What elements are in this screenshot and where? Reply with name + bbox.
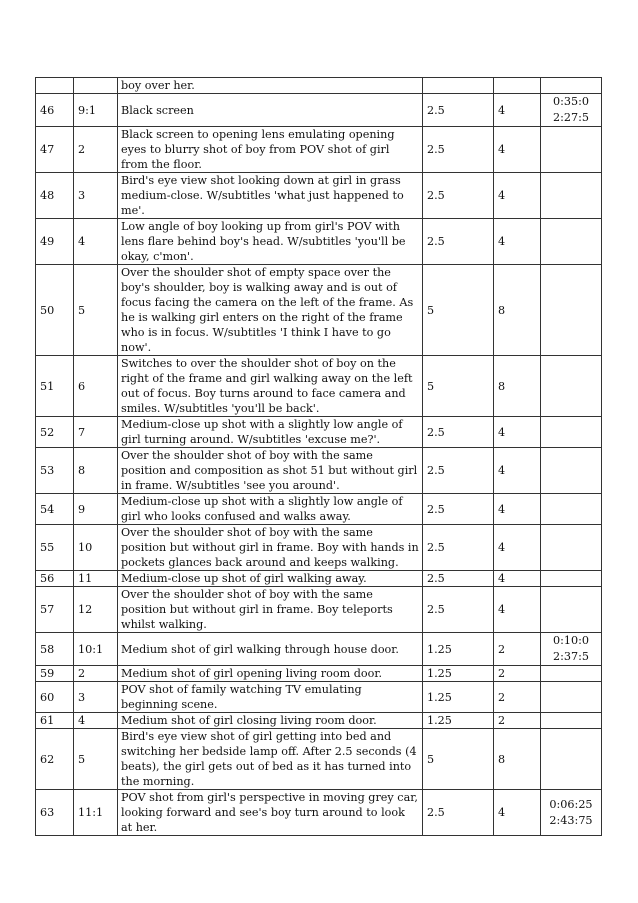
timecode-cell <box>541 448 602 494</box>
shot-number-cell: 53 <box>36 448 74 494</box>
beats-cell: 8 <box>494 729 541 790</box>
duration-cell: 1.25 <box>423 682 494 713</box>
duration-cell: 5 <box>423 729 494 790</box>
description-cell: Black screen <box>118 94 423 127</box>
beats-cell: 4 <box>494 525 541 571</box>
scene-cell: 2 <box>74 666 118 682</box>
beats-cell: 4 <box>494 94 541 127</box>
description-cell: POV shot of family watching TV emulating beginning scene. <box>118 682 423 713</box>
duration-cell: 2.5 <box>423 494 494 525</box>
scene-cell: 8 <box>74 448 118 494</box>
table-row <box>36 494 602 525</box>
table-row <box>36 666 602 682</box>
table-row <box>36 571 602 587</box>
description-cell: Medium shot of girl closing living room door. <box>118 713 423 729</box>
table-row <box>36 790 602 836</box>
shot-number-cell: 47 <box>36 127 74 173</box>
description-cell: Switches to over the shoulder shot of boy on the right of the frame and girl walking away on the left out of focus. Boy turns around to face camera and smiles. W/subtitles 'you'll be back'. <box>118 356 423 417</box>
description-cell: POV shot from girl's perspective in moving grey car, looking forward and see's boy turn around to look at her. <box>118 790 423 836</box>
table-row <box>36 356 602 417</box>
beats-cell: 4 <box>494 494 541 525</box>
timecode-cell <box>541 78 602 94</box>
description-cell: Bird's eye view shot looking down at girl in grass medium-close. W/subtitles 'what just happened to me'. <box>118 173 423 219</box>
shot-number-cell: 58 <box>36 633 74 666</box>
shot-number-cell: 49 <box>36 219 74 265</box>
shot-number-cell: 54 <box>36 494 74 525</box>
shot-number-cell <box>36 78 74 94</box>
scene-cell: 12 <box>74 587 118 633</box>
scene-cell: 10 <box>74 525 118 571</box>
description-cell: Over the shoulder shot of boy with the same position and composition as shot 51 but without girl in frame. W/subtitles 'see you around'. <box>118 448 423 494</box>
timecode-cell <box>541 127 602 173</box>
scene-cell: 5 <box>74 729 118 790</box>
timecode-cell <box>541 265 602 356</box>
scene-cell: 9 <box>74 494 118 525</box>
table-row <box>36 219 602 265</box>
timecode-cell <box>541 713 602 729</box>
beats-cell: 4 <box>494 448 541 494</box>
description-cell: Over the shoulder shot of empty space over the boy's shoulder, boy is walking away and is out of focus facing the camera on the left of the frame. As he is walking girl enters on the right of the frame who is in focus. W/subtitles 'I think I have to go now'. <box>118 265 423 356</box>
scene-cell: 7 <box>74 417 118 448</box>
scene-cell: 10:1 <box>74 633 118 666</box>
scene-cell: 4 <box>74 219 118 265</box>
timecode-cell <box>541 587 602 633</box>
timecode-cell <box>541 729 602 790</box>
duration-cell: 1.25 <box>423 666 494 682</box>
scene-cell: 9:1 <box>74 94 118 127</box>
timecode-cell <box>541 571 602 587</box>
table-row <box>36 448 602 494</box>
beats-cell: 8 <box>494 265 541 356</box>
shot-number-cell: 56 <box>36 571 74 587</box>
scene-cell: 11 <box>74 571 118 587</box>
timecode-cell <box>541 494 602 525</box>
shot-number-cell: 48 <box>36 173 74 219</box>
beats-cell <box>494 78 541 94</box>
description-cell: Over the shoulder shot of boy with the same position but without girl in frame. Boy with hands in pockets glances back around and keeps walking. <box>118 525 423 571</box>
duration-cell: 2.5 <box>423 94 494 127</box>
description-cell: Medium-close up shot with a slightly low angle of girl turning around. W/subtitles 'excuse me?'. <box>118 417 423 448</box>
table-row <box>36 417 602 448</box>
shot-number-cell: 60 <box>36 682 74 713</box>
timecode-cell: 0:10:0 2:37:5 <box>541 633 602 666</box>
timecode-cell <box>541 525 602 571</box>
beats-cell: 4 <box>494 587 541 633</box>
beats-cell: 4 <box>494 417 541 448</box>
duration-cell: 2.5 <box>423 587 494 633</box>
duration-cell: 2.5 <box>423 417 494 448</box>
shot-number-cell: 52 <box>36 417 74 448</box>
shot-number-cell: 46 <box>36 94 74 127</box>
beats-cell: 4 <box>494 173 541 219</box>
table-row <box>36 682 602 713</box>
description-cell: Bird's eye view shot of girl getting into bed and switching her bedside lamp off. After 2.5 seconds (4 beats), the girl gets out of bed as it has turned into the morning. <box>118 729 423 790</box>
duration-cell: 5 <box>423 265 494 356</box>
scene-cell: 11:1 <box>74 790 118 836</box>
table-row <box>36 633 602 666</box>
description-cell: Black screen to opening lens emulating opening eyes to blurry shot of boy from POV shot of girl from the floor. <box>118 127 423 173</box>
duration-cell: 2.5 <box>423 219 494 265</box>
beats-cell: 8 <box>494 356 541 417</box>
table-row <box>36 729 602 790</box>
table-row <box>36 127 602 173</box>
timecode-cell: 0:06:25 2:43:75 <box>541 790 602 836</box>
timecode-cell <box>541 219 602 265</box>
table-row <box>36 265 602 356</box>
scene-cell: 4 <box>74 713 118 729</box>
shot-number-cell: 63 <box>36 790 74 836</box>
timecode-cell <box>541 173 602 219</box>
duration-cell: 2.5 <box>423 127 494 173</box>
beats-cell: 2 <box>494 633 541 666</box>
scene-cell <box>74 78 118 94</box>
duration-cell: 1.25 <box>423 633 494 666</box>
description-cell: Low angle of boy looking up from girl's POV with lens flare behind boy's head. W/subtitles 'you'll be okay, c'mon'. <box>118 219 423 265</box>
duration-cell: 2.5 <box>423 790 494 836</box>
duration-cell: 1.25 <box>423 713 494 729</box>
beats-cell: 2 <box>494 682 541 713</box>
shot-number-cell: 62 <box>36 729 74 790</box>
duration-cell: 2.5 <box>423 525 494 571</box>
description-cell: Medium-close up shot with a slightly low angle of girl who looks confused and walks away. <box>118 494 423 525</box>
description-cell: Medium-close up shot of girl walking away. <box>118 571 423 587</box>
timecode-cell <box>541 417 602 448</box>
shot-list-table <box>35 77 602 836</box>
scene-cell: 2 <box>74 127 118 173</box>
duration-cell <box>423 78 494 94</box>
duration-cell: 2.5 <box>423 448 494 494</box>
table-row <box>36 713 602 729</box>
beats-cell: 2 <box>494 666 541 682</box>
table-body <box>36 78 602 836</box>
table-row <box>36 173 602 219</box>
beats-cell: 4 <box>494 127 541 173</box>
beats-cell: 4 <box>494 571 541 587</box>
shot-number-cell: 57 <box>36 587 74 633</box>
shot-number-cell: 61 <box>36 713 74 729</box>
description-cell: Over the shoulder shot of boy with the same position but without girl in frame. Boy teleports whilst walking. <box>118 587 423 633</box>
timecode-cell: 0:35:0 2:27:5 <box>541 94 602 127</box>
timecode-cell <box>541 666 602 682</box>
timecode-cell <box>541 356 602 417</box>
table-row <box>36 78 602 94</box>
description-cell: Medium shot of girl opening living room door. <box>118 666 423 682</box>
duration-cell: 2.5 <box>423 173 494 219</box>
shot-number-cell: 59 <box>36 666 74 682</box>
duration-cell: 2.5 <box>423 571 494 587</box>
duration-cell: 5 <box>423 356 494 417</box>
shot-number-cell: 51 <box>36 356 74 417</box>
beats-cell: 4 <box>494 219 541 265</box>
scene-cell: 3 <box>74 682 118 713</box>
table-row <box>36 94 602 127</box>
description-cell: boy over her. <box>118 78 423 94</box>
shot-number-cell: 55 <box>36 525 74 571</box>
description-cell: Medium shot of girl walking through house door. <box>118 633 423 666</box>
beats-cell: 4 <box>494 790 541 836</box>
timecode-cell <box>541 682 602 713</box>
beats-cell: 2 <box>494 713 541 729</box>
table-row <box>36 587 602 633</box>
table-row <box>36 525 602 571</box>
shot-number-cell: 50 <box>36 265 74 356</box>
scene-cell: 5 <box>74 265 118 356</box>
scene-cell: 3 <box>74 173 118 219</box>
scene-cell: 6 <box>74 356 118 417</box>
